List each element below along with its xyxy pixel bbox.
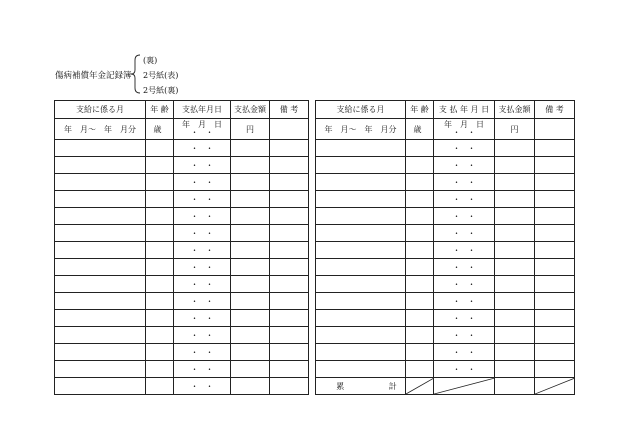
date-dots: ・・: [190, 128, 221, 137]
amount-cell[interactable]: [495, 310, 535, 327]
subheader-row: [55, 119, 309, 140]
amount-cell[interactable]: [231, 208, 270, 225]
amount-cell[interactable]: [231, 174, 270, 191]
month-cell[interactable]: [55, 310, 146, 327]
payment-date-cell[interactable]: [174, 310, 231, 327]
amount-cell[interactable]: [495, 361, 535, 378]
diagonal-line-icon: [406, 378, 434, 394]
payment-date-cell[interactable]: [174, 208, 231, 225]
amount-cell[interactable]: [231, 310, 270, 327]
month-cell[interactable]: [55, 191, 146, 208]
table-row: [316, 208, 575, 225]
col-age-header: 年 齢: [146, 101, 174, 119]
age-cell[interactable]: [146, 191, 174, 208]
table-row: [55, 191, 309, 208]
yen-unit-label: 円: [231, 119, 270, 140]
age-cell[interactable]: [146, 242, 174, 259]
notes-cell[interactable]: [270, 344, 309, 361]
notes-cell[interactable]: [535, 174, 575, 191]
notes-cell[interactable]: [535, 361, 575, 378]
payment-date-cell[interactable]: [174, 293, 231, 310]
age-cell[interactable]: [406, 310, 434, 327]
date-separator-dots: ・・: [190, 347, 221, 357]
table-row: [316, 310, 575, 327]
age-cell[interactable]: [146, 225, 174, 242]
month-cell[interactable]: [55, 208, 146, 225]
age-cell[interactable]: [406, 174, 434, 191]
amount-cell[interactable]: [231, 276, 270, 293]
notes-cell[interactable]: [270, 276, 309, 293]
table-row: [316, 225, 575, 242]
notes-cell[interactable]: [270, 310, 309, 327]
month-range-label: 年 月〜 年 月分: [316, 119, 406, 140]
table-row: [55, 361, 309, 378]
amount-cell[interactable]: [495, 191, 535, 208]
date-separator-dots: ・・: [190, 160, 221, 170]
diagonal-line-icon: [434, 378, 495, 394]
table-row: [55, 208, 309, 225]
payment-date-cell[interactable]: [174, 276, 231, 293]
col-date-header: 支払年月日: [174, 101, 231, 119]
date-separator-dots: ・・: [190, 211, 221, 221]
table-row: [55, 344, 309, 361]
payment-date-cell[interactable]: [434, 293, 495, 310]
date-separator-dots: ・・: [190, 296, 221, 306]
age-cell[interactable]: [406, 293, 434, 310]
table-row: [55, 310, 309, 327]
notes-cell[interactable]: [535, 344, 575, 361]
age-cell[interactable]: [406, 140, 434, 157]
date-separator-dots: ・・: [452, 279, 483, 289]
notes-cell[interactable]: [270, 378, 309, 395]
amount-cell[interactable]: [231, 157, 270, 174]
amount-cell[interactable]: [495, 225, 535, 242]
payment-date-cell[interactable]: [174, 225, 231, 242]
notes-cell[interactable]: [270, 119, 309, 140]
notes-cell[interactable]: [270, 208, 309, 225]
notes-cell[interactable]: [270, 327, 309, 344]
notes-cell[interactable]: [535, 310, 575, 327]
col-amount-header: 支払金額: [231, 101, 270, 119]
table-row: [316, 344, 575, 361]
brace-icon: [130, 54, 142, 94]
month-cell[interactable]: [316, 140, 406, 157]
age-cell[interactable]: [406, 242, 434, 259]
date-separator-dots: ・・: [452, 160, 483, 170]
payment-date-cell[interactable]: [174, 327, 231, 344]
month-cell[interactable]: [316, 344, 406, 361]
total-amount-cell[interactable]: [495, 378, 535, 395]
age-cell[interactable]: [146, 259, 174, 276]
notes-cell[interactable]: [535, 140, 575, 157]
amount-cell[interactable]: [231, 242, 270, 259]
notes-cell[interactable]: [535, 293, 575, 310]
date-separator-dots: ・・: [452, 194, 483, 204]
age-cell[interactable]: [406, 225, 434, 242]
notes-cell[interactable]: [535, 276, 575, 293]
right-ledger-table: [315, 100, 575, 395]
date-separator-dots: ・・: [190, 228, 221, 238]
month-cell[interactable]: [55, 242, 146, 259]
date-separator-dots: ・・: [452, 330, 483, 340]
date-unit-label: 年 月 日: [444, 120, 484, 129]
col-amount-header: 支払金額: [495, 101, 535, 119]
notes-cell[interactable]: [535, 191, 575, 208]
total-label-1: 累: [336, 381, 345, 391]
month-cell[interactable]: [316, 157, 406, 174]
age-cell[interactable]: [406, 361, 434, 378]
amount-cell[interactable]: [231, 293, 270, 310]
col-month-header: 支給に係る月: [55, 101, 146, 119]
col-date-header: 支 払 年 月 日: [434, 101, 495, 119]
month-cell[interactable]: [316, 310, 406, 327]
amount-cell[interactable]: [495, 140, 535, 157]
month-cell[interactable]: [55, 378, 146, 395]
date-separator-dots: ・・: [452, 262, 483, 272]
date-separator-dots: ・・: [190, 279, 221, 289]
table-row: [55, 378, 309, 395]
col-age-header: 年 齢: [406, 101, 434, 119]
age-cell[interactable]: [406, 259, 434, 276]
month-cell[interactable]: [316, 208, 406, 225]
amount-cell[interactable]: [495, 276, 535, 293]
month-cell[interactable]: [55, 276, 146, 293]
payment-date-cell[interactable]: [174, 361, 231, 378]
date-separator-dots: ・・: [190, 194, 221, 204]
total-age-crossed: [406, 378, 434, 395]
month-cell[interactable]: [55, 344, 146, 361]
date-separator-dots: ・・: [452, 245, 483, 255]
amount-cell[interactable]: [495, 242, 535, 259]
age-cell[interactable]: [406, 208, 434, 225]
age-unit-label: 歳: [146, 119, 174, 140]
month-cell[interactable]: [316, 242, 406, 259]
table-row: [55, 293, 309, 310]
notes-cell[interactable]: [270, 174, 309, 191]
option-form2-front: 2号紙(表): [143, 71, 179, 80]
notes-cell[interactable]: [535, 208, 575, 225]
left-ledger-table: [54, 100, 309, 395]
date-separator-dots: ・・: [190, 143, 221, 153]
payment-date-cell[interactable]: [434, 310, 495, 327]
amount-cell[interactable]: [495, 327, 535, 344]
option-back: (裏): [143, 56, 158, 65]
amount-cell[interactable]: [231, 140, 270, 157]
date-separator-dots: ・・: [190, 245, 221, 255]
amount-cell[interactable]: [231, 225, 270, 242]
subheader-row: [316, 119, 575, 140]
payment-date-cell[interactable]: [174, 157, 231, 174]
date-dots: ・・: [452, 128, 483, 137]
notes-cell[interactable]: [535, 242, 575, 259]
date-separator-dots: ・・: [190, 330, 221, 340]
month-cell[interactable]: [316, 259, 406, 276]
notes-cell[interactable]: [535, 327, 575, 344]
date-separator-dots: ・・: [190, 381, 221, 391]
table-row: [316, 276, 575, 293]
payment-date-cell[interactable]: [434, 242, 495, 259]
payment-date-cell[interactable]: [434, 327, 495, 344]
payment-date-cell[interactable]: [434, 208, 495, 225]
table-row: [55, 140, 309, 157]
payment-date-cell[interactable]: [174, 378, 231, 395]
age-cell[interactable]: [146, 276, 174, 293]
month-cell[interactable]: [55, 157, 146, 174]
date-separator-dots: ・・: [452, 313, 483, 323]
table-row: [316, 174, 575, 191]
notes-cell[interactable]: [535, 259, 575, 276]
notes-cell[interactable]: [535, 119, 575, 140]
month-cell[interactable]: [55, 174, 146, 191]
notes-cell[interactable]: [270, 157, 309, 174]
option-form2-back: 2号紙(裏): [143, 86, 179, 95]
payment-date-cell[interactable]: [434, 361, 495, 378]
month-cell[interactable]: [316, 361, 406, 378]
age-cell[interactable]: [406, 157, 434, 174]
amount-cell[interactable]: [495, 157, 535, 174]
payment-date-cell[interactable]: [434, 344, 495, 361]
table-row: [316, 259, 575, 276]
age-cell[interactable]: [146, 140, 174, 157]
amount-cell[interactable]: [495, 344, 535, 361]
date-unit-cell: [174, 119, 231, 140]
total-notes-crossed: [535, 378, 575, 395]
date-separator-dots: ・・: [452, 211, 483, 221]
payment-date-cell[interactable]: [434, 174, 495, 191]
date-separator-dots: ・・: [452, 143, 483, 153]
age-cell[interactable]: [146, 344, 174, 361]
total-label-2: 計: [388, 381, 397, 391]
date-separator-dots: ・・: [452, 228, 483, 238]
notes-cell[interactable]: [535, 225, 575, 242]
amount-cell[interactable]: [231, 191, 270, 208]
age-cell[interactable]: [406, 276, 434, 293]
table-row: [55, 242, 309, 259]
yen-unit-label: 円: [495, 119, 535, 140]
age-cell[interactable]: [146, 208, 174, 225]
amount-cell[interactable]: [231, 327, 270, 344]
col-notes-header: 備 考: [270, 101, 309, 119]
notes-cell[interactable]: [270, 259, 309, 276]
table-row: [316, 191, 575, 208]
payment-date-cell[interactable]: [174, 140, 231, 157]
payment-date-cell[interactable]: [434, 157, 495, 174]
payment-date-cell[interactable]: [434, 259, 495, 276]
payment-date-cell[interactable]: [174, 344, 231, 361]
month-cell[interactable]: [316, 327, 406, 344]
month-cell[interactable]: [316, 276, 406, 293]
table-row: [316, 140, 575, 157]
date-unit-label: 年 月 日: [182, 120, 222, 129]
notes-cell[interactable]: [270, 191, 309, 208]
table-row: [316, 361, 575, 378]
payment-date-cell[interactable]: [434, 225, 495, 242]
amount-cell[interactable]: [231, 344, 270, 361]
age-cell[interactable]: [146, 293, 174, 310]
amount-cell[interactable]: [231, 259, 270, 276]
month-cell[interactable]: [55, 361, 146, 378]
month-cell[interactable]: [316, 174, 406, 191]
date-separator-dots: ・・: [452, 296, 483, 306]
payment-date-cell[interactable]: [434, 191, 495, 208]
age-unit-label: 歳: [406, 119, 434, 140]
payment-date-cell[interactable]: [434, 140, 495, 157]
month-range-label: 年 月〜 年 月分: [55, 119, 146, 140]
month-cell[interactable]: [316, 225, 406, 242]
age-cell[interactable]: [146, 310, 174, 327]
amount-cell[interactable]: [231, 378, 270, 395]
age-cell[interactable]: [146, 157, 174, 174]
date-unit-cell: [434, 119, 495, 140]
month-cell[interactable]: [55, 140, 146, 157]
date-separator-dots: ・・: [190, 313, 221, 323]
notes-cell[interactable]: [270, 361, 309, 378]
age-cell[interactable]: [406, 344, 434, 361]
notes-cell[interactable]: [270, 293, 309, 310]
header-row: [55, 101, 309, 119]
amount-cell[interactable]: [231, 361, 270, 378]
total-label-cell: [316, 378, 406, 395]
table-row: [55, 276, 309, 293]
payment-date-cell[interactable]: [434, 276, 495, 293]
date-separator-dots: ・・: [452, 347, 483, 357]
header-row: [316, 101, 575, 119]
month-cell[interactable]: [316, 191, 406, 208]
table-row: [55, 157, 309, 174]
age-cell[interactable]: [146, 174, 174, 191]
ledger-title: 傷病補償年金記録簿: [55, 71, 132, 81]
payment-date-cell[interactable]: [174, 191, 231, 208]
total-date-crossed: [434, 378, 495, 395]
age-cell[interactable]: [406, 191, 434, 208]
col-notes-header: 備 考: [535, 101, 575, 119]
amount-cell[interactable]: [495, 259, 535, 276]
notes-cell[interactable]: [535, 157, 575, 174]
date-separator-dots: ・・: [452, 364, 483, 374]
payment-date-cell[interactable]: [174, 259, 231, 276]
table-row: [316, 157, 575, 174]
amount-cell[interactable]: [495, 208, 535, 225]
table-row: [316, 242, 575, 259]
age-cell[interactable]: [146, 361, 174, 378]
month-cell[interactable]: [55, 225, 146, 242]
month-cell[interactable]: [55, 293, 146, 310]
date-separator-dots: ・・: [190, 177, 221, 187]
month-cell[interactable]: [55, 259, 146, 276]
table-row: [316, 327, 575, 344]
month-cell[interactable]: [316, 293, 406, 310]
payment-date-cell[interactable]: [174, 242, 231, 259]
diagonal-line-icon: [535, 378, 575, 394]
date-separator-dots: ・・: [190, 364, 221, 374]
month-cell[interactable]: [55, 327, 146, 344]
amount-cell[interactable]: [495, 174, 535, 191]
date-separator-dots: ・・: [190, 262, 221, 272]
date-separator-dots: ・・: [452, 177, 483, 187]
notes-cell[interactable]: [270, 242, 309, 259]
payment-date-cell[interactable]: [174, 174, 231, 191]
col-month-header: 支給に係る月: [316, 101, 406, 119]
total-row: [316, 378, 575, 395]
age-cell[interactable]: [146, 327, 174, 344]
age-cell[interactable]: [146, 378, 174, 395]
table-row: [55, 225, 309, 242]
amount-cell[interactable]: [495, 293, 535, 310]
notes-cell[interactable]: [270, 140, 309, 157]
table-row: [55, 327, 309, 344]
notes-cell[interactable]: [270, 225, 309, 242]
age-cell[interactable]: [406, 327, 434, 344]
table-row: [55, 259, 309, 276]
table-row: [316, 293, 575, 310]
table-row: [55, 174, 309, 191]
